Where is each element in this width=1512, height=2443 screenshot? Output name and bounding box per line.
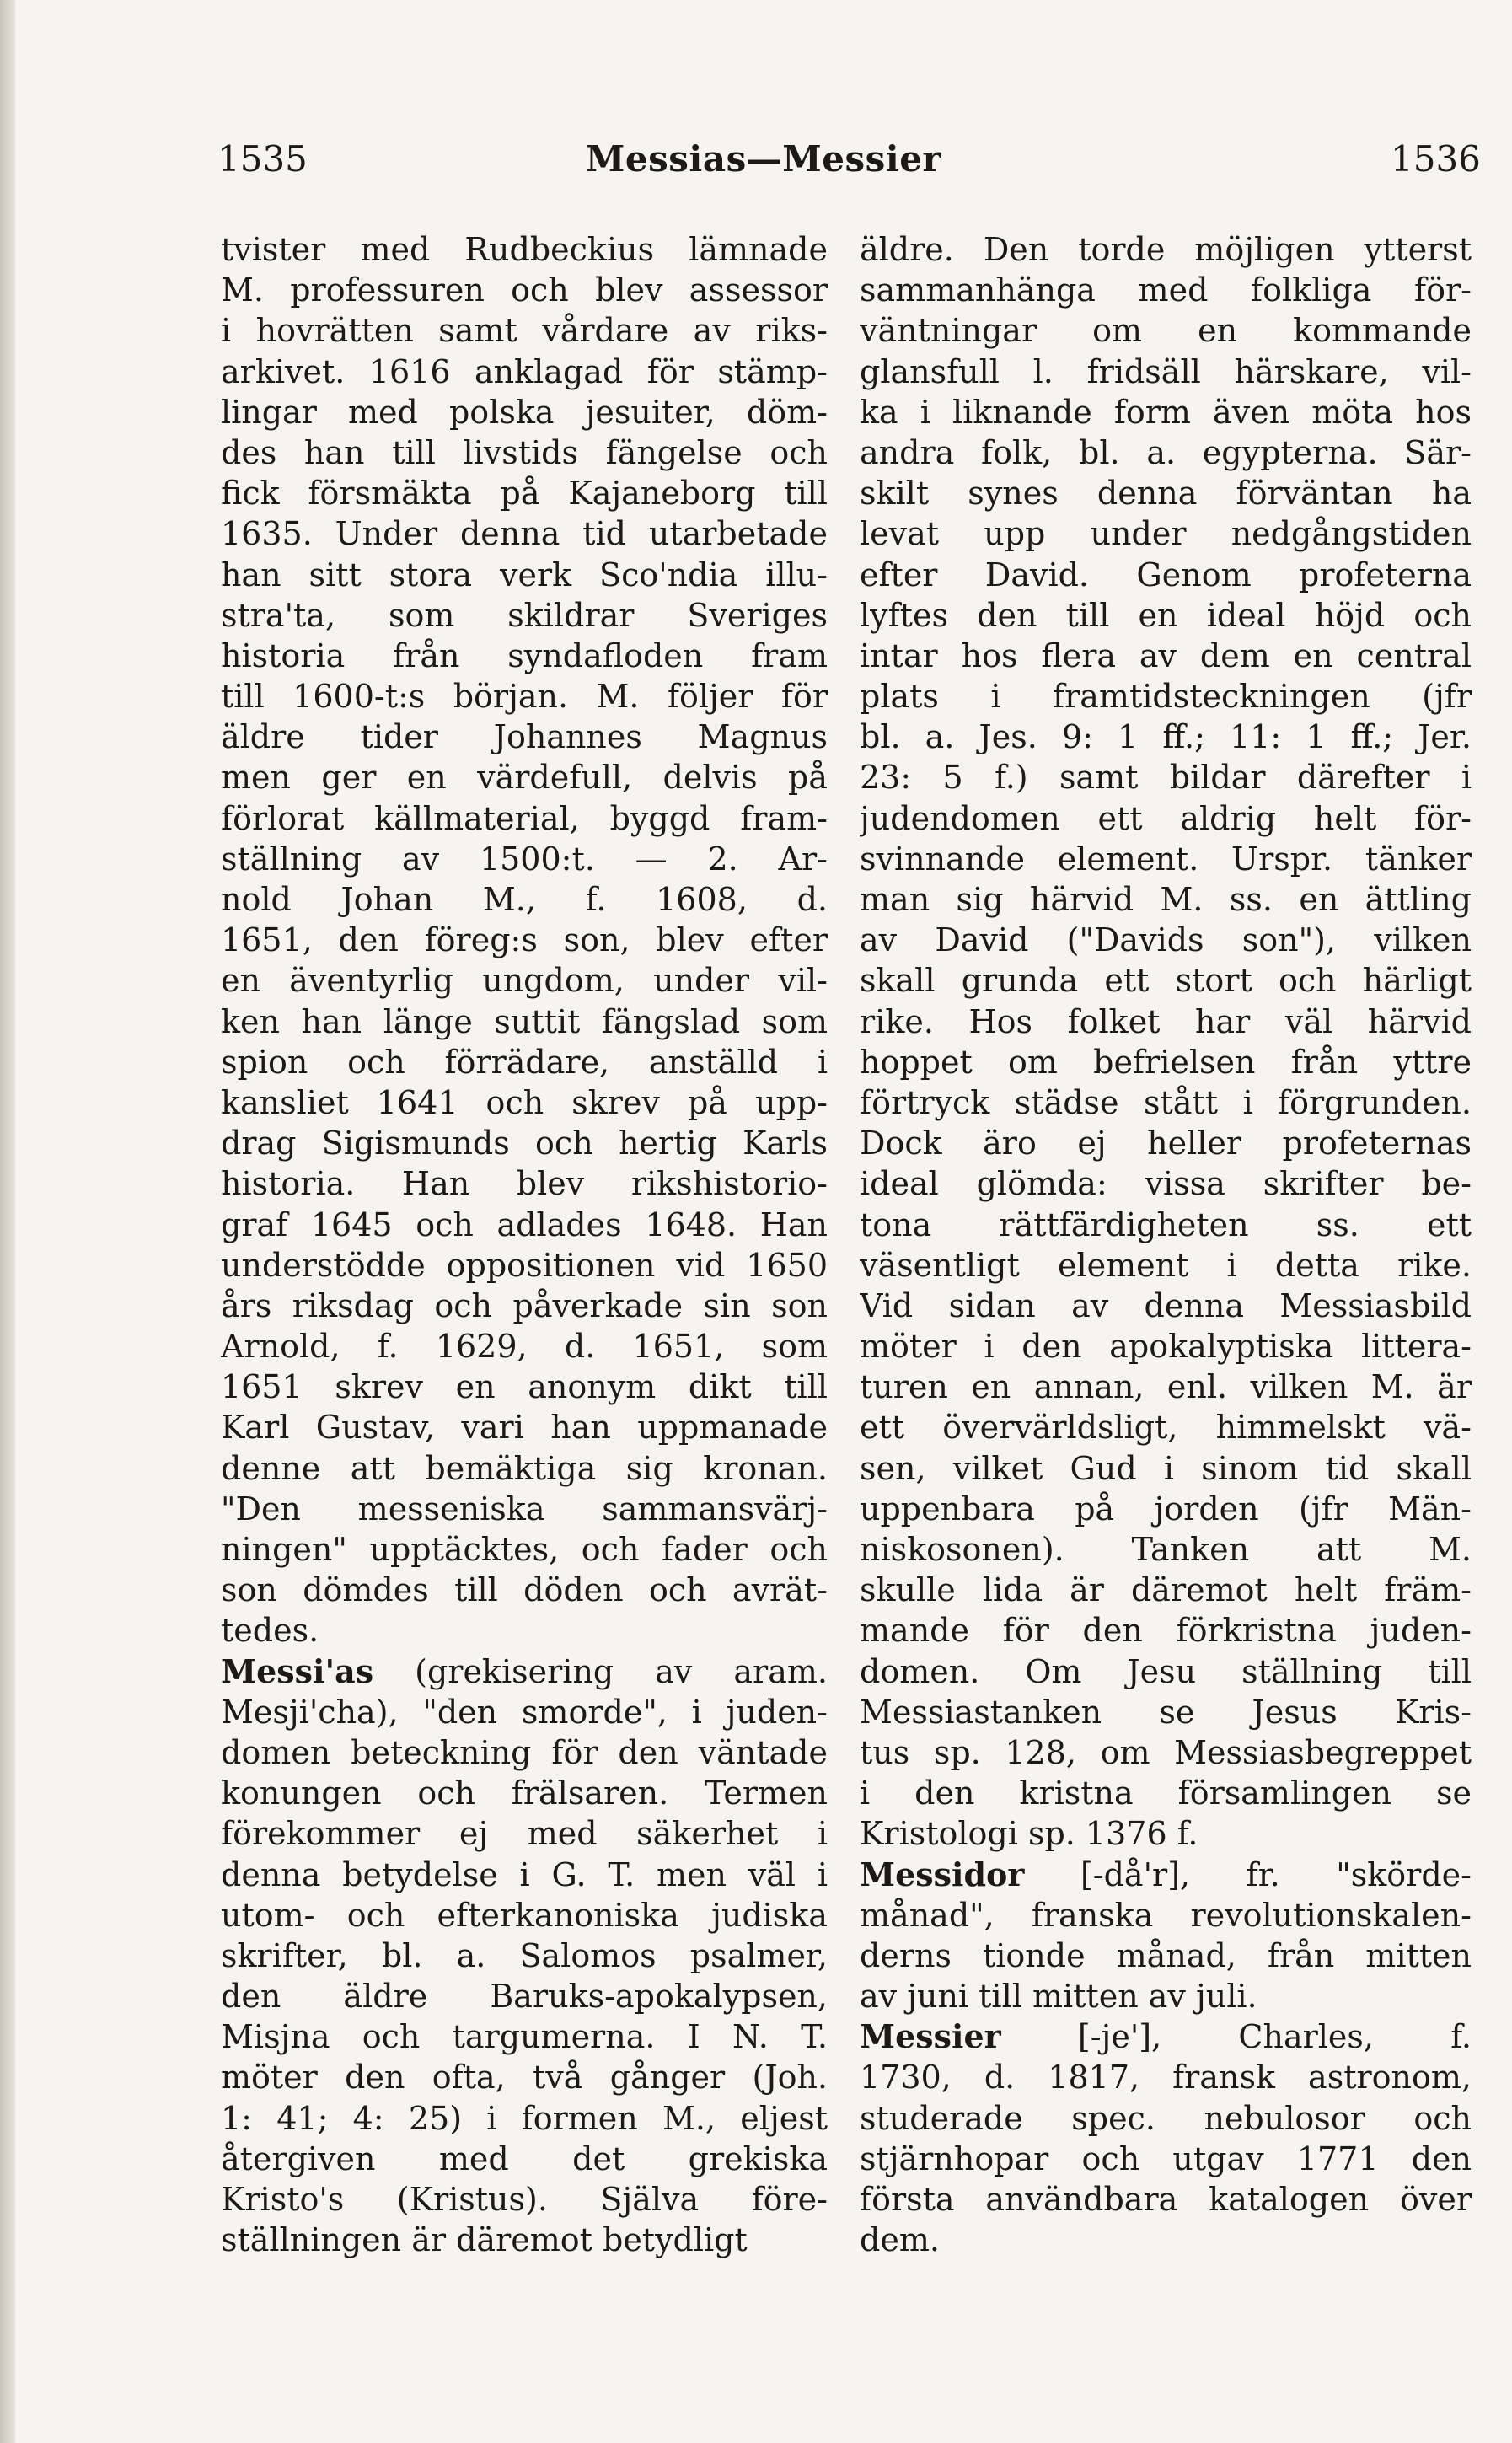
text-line: plats i framtidsteckningen (jfr — [860, 678, 1472, 716]
text-line: ställningen är däremot betydligt — [221, 2221, 748, 2259]
text-line: lingar med polska jesuiter, döm- — [221, 393, 828, 431]
text-line: Kristo's (Kristus). Själva före- — [221, 2181, 828, 2218]
text-line: 23: 5 f.) samt bildar därefter i — [860, 759, 1472, 797]
text-line: Dock äro ej heller profeternas — [860, 1125, 1472, 1162]
text-line: glansfull l. fridsäll härskare, vil- — [860, 352, 1472, 390]
text-line: Messidor [-då'r], fr. "skörde- — [860, 1855, 1472, 1893]
text-line: spion och förrädare, anställd i — [221, 1043, 828, 1081]
text-line: men ger en värdefull, delvis på — [221, 759, 828, 797]
text-line: 1651, den föreg:s son, blev efter — [221, 921, 828, 959]
text-line: till 1600-t:s början. M. följer för — [221, 678, 828, 716]
text-line: ken han länge suttit fängslad som — [221, 1002, 828, 1040]
text-line: Mesji'cha), "den smorde", i juden- — [221, 1693, 828, 1731]
text-line: drag Sigismunds och hertig Karls — [221, 1125, 828, 1162]
text-line: av David ("Davids son"), vilken — [860, 921, 1472, 959]
text-line: nold Johan M., f. 1608, d. — [221, 881, 828, 918]
text-line: väntningar om en kommande — [860, 312, 1472, 350]
text-line: tedes. — [221, 1612, 319, 1650]
text-line: judendomen ett aldrig helt för- — [860, 799, 1472, 837]
text-line: skall grunda ett stort och härligt — [860, 962, 1472, 1000]
text-line: en äventyrlig ungdom, under vil- — [221, 962, 828, 1000]
text-line: stra'ta, som skildrar Sveriges — [221, 596, 828, 634]
text-line: Messi'as (grekisering av aram. — [221, 1651, 828, 1690]
text-line: Arnold, f. 1629, d. 1651, som — [221, 1328, 828, 1366]
text-line: "Den messeniska sammansvärj- — [221, 1490, 828, 1528]
text-line: man sig härvid M. ss. en ättling — [860, 881, 1472, 918]
text-line: förtryck städse stått i förgrunden. — [860, 1083, 1472, 1121]
text-line: i hovrätten samt vårdare av riks- — [221, 312, 828, 350]
text-line: 1: 41; 4: 25) i formen M., eljest — [221, 2099, 828, 2137]
text-line: andra folk, bl. a. egypterna. Sär- — [860, 433, 1472, 471]
text-line: 1635. Under denna tid utarbetade — [221, 515, 828, 553]
text-line: fick försmäkta på Kajaneborg till — [221, 475, 828, 513]
text-line: des han till livstids fängelse och — [221, 433, 828, 471]
text-line: skilt synes denna förväntan ha — [860, 475, 1472, 513]
text-line: stjärnhopar och utgav 1771 den — [860, 2140, 1472, 2177]
text-line: understödde oppositionen vid 1650 — [221, 1246, 828, 1284]
text-line: son dömdes till döden och avrät- — [221, 1571, 828, 1609]
text-line: niskosonen). Tanken att M. — [860, 1531, 1472, 1568]
text-line: möter i den apokalyptiska littera- — [860, 1328, 1472, 1366]
text-line: Misjna och targumerna. I N. T. — [221, 2018, 828, 2056]
text-line: kansliet 1641 och skrev på upp- — [221, 1083, 828, 1121]
text-line: års riksdag och påverkade sin son — [221, 1286, 828, 1324]
text-line: tus sp. 128, om Messiasbegreppet — [860, 1733, 1472, 1771]
text-line: rike. Hos folket har väl härvid — [860, 1002, 1472, 1040]
text-line: Vid sidan av denna Messiasbild — [860, 1286, 1472, 1324]
text-line: sammanhänga med folkliga för- — [860, 271, 1472, 309]
text-line: månad", franska revolutionskalen- — [860, 1896, 1472, 1934]
text-line: svinnande element. Urspr. tänker — [860, 840, 1472, 878]
text-line: äldre tider Johannes Magnus — [221, 718, 828, 756]
text-line: återgiven med det grekiska — [221, 2140, 828, 2177]
text-line: ideal glömda: vissa skrifter be- — [860, 1165, 1472, 1203]
text-line: lyftes den till en ideal höjd och — [860, 596, 1472, 634]
text-line: möter den ofta, två gånger (Joh. — [221, 2059, 828, 2097]
text-line: han sitt stora verk Sco'ndia illu- — [221, 556, 828, 593]
text-line: arkivet. 1616 anklagad för stämp- — [221, 352, 828, 390]
text-line: förekommer ej med säkerhet i — [221, 1815, 828, 1853]
text-line: ställning av 1500:t. — 2. Ar- — [221, 840, 828, 878]
text-line: efter David. Genom profeterna — [860, 556, 1472, 593]
text-line: domen beteckning för den väntade — [221, 1733, 828, 1771]
text-line: uppenbara på jorden (jfr Män- — [860, 1490, 1472, 1528]
text-line: historia från syndafloden fram — [221, 636, 828, 674]
text-line: ningen" upptäcktes, och fader och — [221, 1531, 828, 1568]
text-line: väsentligt element i detta rike. — [860, 1246, 1472, 1284]
text-line: turen en annan, enl. vilken M. är — [860, 1368, 1472, 1406]
right-column — [860, 229, 1472, 2260]
running-title: Messias—Messier — [585, 138, 942, 180]
text-line: 1651 skrev en anonym dikt till — [221, 1368, 828, 1406]
text-line: skulle lida är däremot helt främ- — [860, 1571, 1472, 1609]
left-page-number: 1535 — [217, 138, 308, 180]
text-line: historia. Han blev rikshistorio- — [221, 1165, 828, 1203]
text-line: denna betydelse i G. T. men väl i — [221, 1855, 828, 1893]
text-line: bl. a. Jes. 9: 1 ff.; 11: 1 ff.; Jer. — [860, 718, 1472, 756]
text-line: domen. Om Jesu ställning till — [860, 1652, 1472, 1690]
text-line: sen, vilket Gud i sinom tid skall — [860, 1449, 1472, 1487]
text-line: levat upp under nedgångstiden — [860, 515, 1472, 553]
text-line: den äldre Baruks-apokalypsen, — [221, 1978, 828, 2016]
text-line: hoppet om befrielsen från yttre — [860, 1043, 1472, 1081]
page-edge-shadow — [0, 0, 15, 2443]
text-line: äldre. Den torde möjligen ytterst — [860, 231, 1472, 268]
text-line: utom- och efterkanoniska judiska — [221, 1896, 828, 1934]
text-line: Messiastanken se Jesus Kris- — [860, 1693, 1472, 1731]
page — [15, 0, 1512, 2443]
text-line: dem. — [860, 2221, 940, 2259]
text-line: Messier [-je'], Charles, f. — [860, 2017, 1472, 2056]
text-line: tona rättfärdigheten ss. ett — [860, 1205, 1472, 1243]
text-line: i den kristna församlingen se — [860, 1775, 1472, 1812]
text-line: konungen och frälsaren. Termen — [221, 1775, 828, 1812]
text-line: första användbara katalogen över — [860, 2181, 1472, 2218]
text-line: intar hos flera av dem en central — [860, 636, 1472, 674]
text-line: derns tionde månad, från mitten — [860, 1936, 1472, 1974]
text-line: M. professuren och blev assessor — [221, 271, 828, 309]
right-page-number: 1536 — [1391, 138, 1481, 180]
text-line: mande för den förkristna juden- — [860, 1612, 1472, 1650]
text-line: ett övervärldsligt, himmelskt vä- — [860, 1409, 1472, 1447]
left-column — [221, 229, 828, 2260]
text-line: graf 1645 och adlades 1648. Han — [221, 1205, 828, 1243]
text-line: Kristologi sp. 1376 f. — [860, 1815, 1198, 1853]
text-line: denne att bemäktiga sig kronan. — [221, 1449, 828, 1487]
text-line: tvister med Rudbeckius lämnade — [221, 231, 828, 268]
text-line: studerade spec. nebulosor och — [860, 2099, 1472, 2137]
text-line: av juni till mitten av juli. — [860, 1978, 1257, 2016]
text-line: förlorat källmaterial, byggd fram- — [221, 799, 828, 837]
text-line: 1730, d. 1817, fransk astronom, — [860, 2059, 1472, 2097]
text-line: skrifter, bl. a. Salomos psalmer, — [221, 1936, 828, 1974]
text-line: ka i liknande form även möta hos — [860, 393, 1472, 431]
text-line: Karl Gustav, vari han uppmanade — [221, 1409, 828, 1447]
